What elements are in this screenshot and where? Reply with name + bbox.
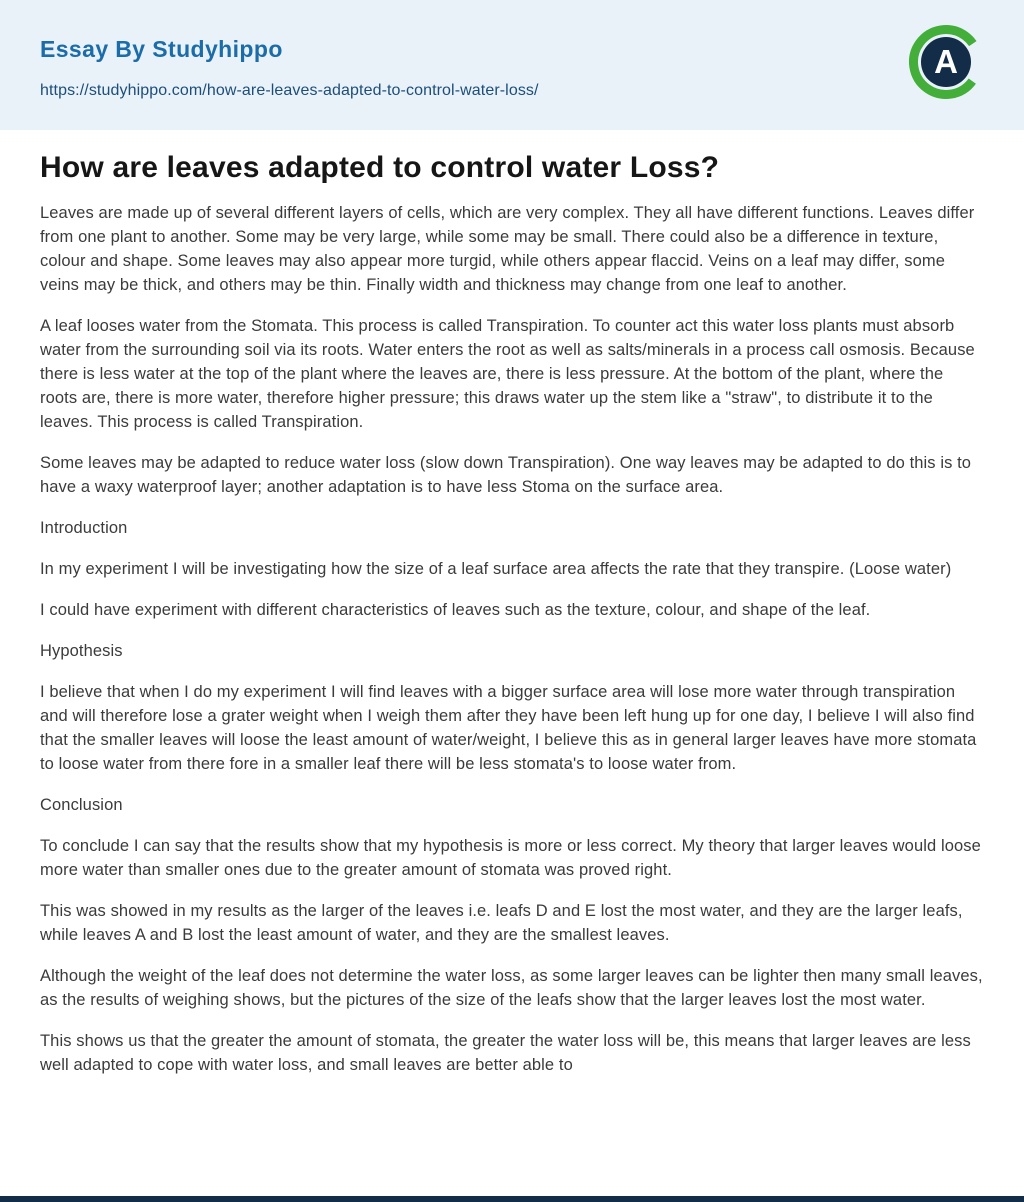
article-paragraph: Some leaves may be adapted to reduce water loss (slow down Transpiration). One way leaves may be adapted to do this is to have a waxy waterproof layer; another adaptation is to have less Stoma on the surface area. [40, 454, 972, 496]
article-paragraph: In my experiment I will be investigating how the size of a leaf surface area affects the rate that they transpire. (Loose water) [40, 560, 952, 578]
header-text-block [40, 30, 539, 100]
essay-url-link[interactable]: https://studyhippo.com/how-are-leaves-adapted-to-control-water-loss/ [40, 82, 539, 99]
site-title: Essay By Studyhippo [40, 36, 283, 62]
article-paragraph: This shows us that the greater the amount of stomata, the greater the water loss will be, this means that larger leaves are less well adapted to cope with water loss, and small leaves are better able to [40, 1032, 971, 1074]
article-title: How are leaves adapted to control water Loss? [40, 151, 720, 184]
section-heading: Introduction [40, 519, 128, 537]
article-paragraph: I believe that when I do my experiment I will find leaves with a bigger surface area will lose more water through transpiration and will therefore lose a grater weight when I weigh them after they have been left hung up for one day, I believe I will also find that the smaller leaves will loose the least amount of water/weight, I believe this as in general larger leaves have more stomata to loose water from there fore in a smaller leaf there will be less stomata's to loose water from. [40, 683, 977, 773]
article-paragraph: A leaf looses water from the Stomata. This process is called Transpiration. To counter act this water loss plants must absorb water from the surrounding soil via its roots. Water enters the root as well as salts/minerals in a process call osmosis. Because there is less water at the top of the plant where the leaves are, there is less pressure. At the bottom of the plant, where the roots are, there is more water, therefore higher pressure; this draws water up the stem like a "straw", to distribute it to the leaves. This process is called Transpiration. [40, 317, 975, 431]
section-heading: Hypothesis [40, 642, 123, 660]
footer-bar [0, 1196, 1024, 1202]
article-content [0, 130, 1024, 1077]
article-paragraph: This was showed in my results as the larger of the leaves i.e. leafs D and E lost the most water, and they are the larger leafs, while leaves A and B lost the least amount of water, and they are the smallest leaves. [40, 902, 963, 944]
article-paragraph: I could have experiment with different characteristics of leaves such as the texture, colour, and shape of the leaf. [40, 601, 871, 619]
studyhippo-logo [908, 24, 984, 100]
section-heading: Conclusion [40, 796, 123, 814]
article-paragraph: To conclude I can say that the results show that my hypothesis is more or less correct. My theory that larger leaves would loose more water than smaller ones due to the greater amount of stomata was proved right. [40, 837, 981, 879]
article-paragraph: Leaves are made up of several different layers of cells, which are very complex. They all have different functions. Leaves differ from one plant to another. Some may be very large, while some may be small. There could also be a difference in texture, colour and shape. Some leaves may also appear more turgid, while others appear flaccid. Veins on a leaf may differ, some veins may be thick, and others may be thin. Finally width and thickness may change from one leaf to another. [40, 204, 975, 294]
page-header [0, 0, 1024, 130]
logo-letter: A [934, 43, 958, 80]
article-paragraph: Although the weight of the leaf does not determine the water loss, as some larger leaves can be lighter then many small leaves, as the results of weighing shows, but the pictures of the size of the leafs show that the larger leaves lost the most water. [40, 967, 983, 1009]
article-body [40, 201, 984, 1077]
